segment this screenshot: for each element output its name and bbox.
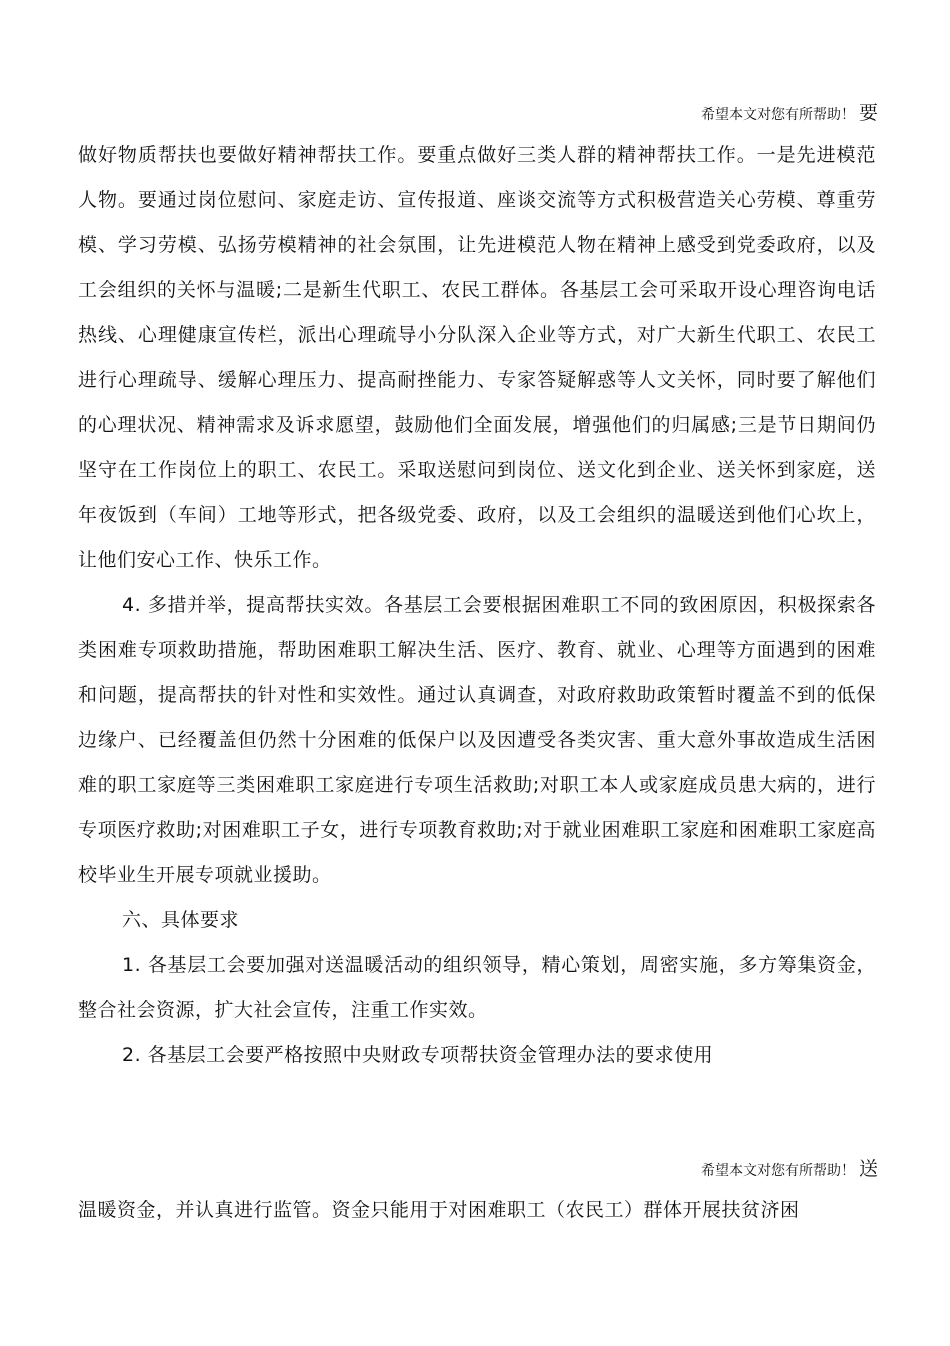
body-text-bottom — [78, 1188, 876, 1233]
header-continuation-char: 要 — [858, 102, 878, 124]
paragraph-spiritual-support: 做好物质帮扶也要做好精神帮扶工作。要重点做好三类人群的精神帮扶工作。一是先进模范人物。要通过岗位慰问、家庭走访、宣传报道、座谈交流等方式积极营造关心劳模、尊重劳模、学习劳模、弘扬劳模精神的社会氛围，让先进模范人物在精神上感受到党委政府，以及工会组织的关怀与温暖;二是新生代职工、农民工群体。各基层工会可采取开设心理咨询电话热线、心理健康宣传栏，派出心理疏导小分队深入企业等方式，对广大新生代职工、农民工进行心理疏导、缓解心理压力、提高耐挫能力、专家答疑解惑等人文关怀，同时要了解他们的心理状况、精神需求及诉求愿望，鼓励他们全面发展，增强他们的归属感;三是节日期间仍坚守在工作岗位上的职工、农民工。采取送慰问到岗位、送文化到企业、送关怀到家庭，送年夜饭到（车间）工地等形式，把各级党委、政府，以及工会组织的温暖送到他们心坎上，让他们安心工作、快乐工作。 — [78, 144, 876, 571]
paragraph-requirement-1: 1. 各基层工会要加强对送温暖活动的组织领导，精心策划，周密实施，多方筹集资金，整合社会资源，扩大社会宣传，注重工作实效。 — [78, 954, 876, 1021]
header-note: 希望本文对您有所帮助！ — [700, 1163, 855, 1179]
paragraph-requirement-2: 2. 各基层工会要严格按照中央财政专项帮扶资金管理办法的要求使用 — [122, 1044, 714, 1066]
paragraph-item-4: 4. 多措并举，提高帮扶实效。各基层工会要根据困难职工不同的致困原因，积极探索各类困难专项救助措施，帮助困难职工解决生活、医疗、教育、就业、心理等方面遇到的困难和问题，提高帮扶的针对性和实效性。通过认真调查，对政府救助政策暂时覆盖不到的低保边缘户、已经覆盖但仍然十分困难的低保户以及因遭受各类灾害、重大意外事故造成生活困难的职工家庭等三类困难职工家庭进行专项生活救助;对职工本人或家庭成员患大病的，进行专项医疗救助;对困难职工子女，进行专项教育救助;对于就业困难职工家庭和困难职工家庭高校毕业生开展专项就业援助。 — [78, 594, 876, 886]
section-heading-six: 六、具体要求 — [122, 909, 240, 931]
body-text-top — [78, 133, 876, 1078]
page-header-bottom — [701, 1157, 878, 1183]
paragraph-continuation: 温暖资金，并认真进行监管。资金只能用于对困难职工（农民工）群体开展扶贫济困 — [78, 1199, 800, 1221]
header-continuation-char: 送 — [858, 1158, 878, 1180]
page-header-top — [701, 101, 878, 127]
header-note: 希望本文对您有所帮助！ — [700, 107, 855, 123]
